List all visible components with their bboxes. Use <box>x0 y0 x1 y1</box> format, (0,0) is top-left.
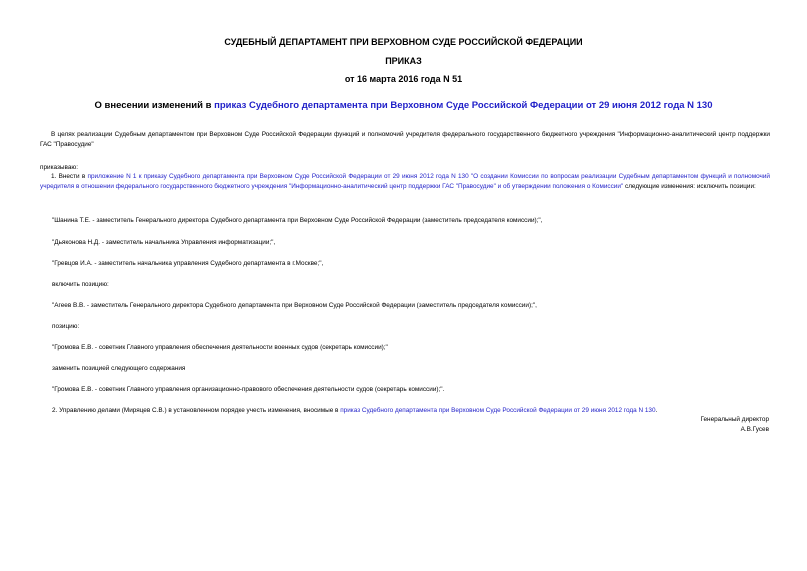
item-1-prefix: 1. Внести в <box>51 173 88 180</box>
organization-header: СУДЕБНЫЙ ДЕПАРТАМЕНТ ПРИ ВЕРХОВНОМ СУДЕ РОССИЙСКОЙ ФЕДЕРАЦИИ <box>224 37 583 47</box>
item-2-paragraph <box>52 406 657 415</box>
item-1-suffix: следующие изменения: исключить позиции: <box>623 183 756 190</box>
replace-word: заменить позицией следующего содержания <box>52 365 186 372</box>
excluded-position-2: "Дьяконова Н.Д. - заместитель начальника Управления информатизации;", <box>52 239 276 246</box>
title-prefix: О внесении изменений в <box>94 100 215 111</box>
intro-paragraph: В целях реализации Судебным департаментом при Верховном Суде Российской Федерации функций и полномочий учредителя федерального государственного бюджетного учреждения "Информационно-аналитический центр поддержки ГАС "Правосудие" <box>40 131 770 148</box>
included-position: "Агеев В.В. - заместитель Генерального директора Судебного департамента при Верховном Суде Российской Федерации (заместитель председателя комиссии);", <box>52 302 537 309</box>
item-2-prefix: 2. Управлению делами (Миряцев С.В.) в установленном порядке учесть изменения, вносимые в <box>52 407 341 414</box>
position-word: позицию: <box>52 323 80 330</box>
item-1-paragraph <box>40 172 770 192</box>
new-position: "Громова Е.В. - советник Главного управления организационно-правового обеспечения деятельности судов (секретарь комиссии);". <box>52 386 445 393</box>
item-2-order-link[interactable]: приказ Судебного департамента при Верховном Суде Российской Федерации от 29 июня 2012 года N 130 <box>340 407 656 414</box>
item-1-appendix-link[interactable]: приложение N 1 к приказу Судебного департамента при Верховном Суде Российской Федерации от 29 июня 2012 года N 130 "О создании Комиссии по вопросам реализации Судебным департаментом функций и полномочий учредителя в отношении федерального государственного бюджетного учреждения "Информационно-аналитический центр поддержки ГАС "Правосудие" и об утверждении положения о Комиссии" <box>40 173 771 190</box>
old-position: "Громова Е.В. - советник Главного управления обеспечения деятельности военных судов (секретарь комиссии);" <box>52 344 388 351</box>
document-title <box>40 100 767 112</box>
title-order-link[interactable]: приказ Судебного департамента при Верховном Суде Российской Федерации от 29 июня 2012 года N 130 <box>214 100 713 111</box>
document-type: ПРИКАЗ <box>385 56 422 66</box>
excluded-position-3: "Гревцов И.А. - заместитель начальника управления Судебного департамента в г.Москве;", <box>52 260 324 267</box>
include-word: включить позицию: <box>52 281 109 288</box>
item-2-suffix: . <box>655 407 658 414</box>
signature-position: Генеральный директор <box>700 416 769 423</box>
signature-name: А.В.Гусев <box>740 426 769 433</box>
order-word: приказываю: <box>40 164 78 171</box>
excluded-position-1: "Шанина Т.Е. - заместитель Генерального директора Судебного департамента при Верховном Суде Российской Федерации (заместитель председателя комиссии);", <box>52 217 543 224</box>
document-date-number: от 16 марта 2016 года N 51 <box>344 74 463 84</box>
